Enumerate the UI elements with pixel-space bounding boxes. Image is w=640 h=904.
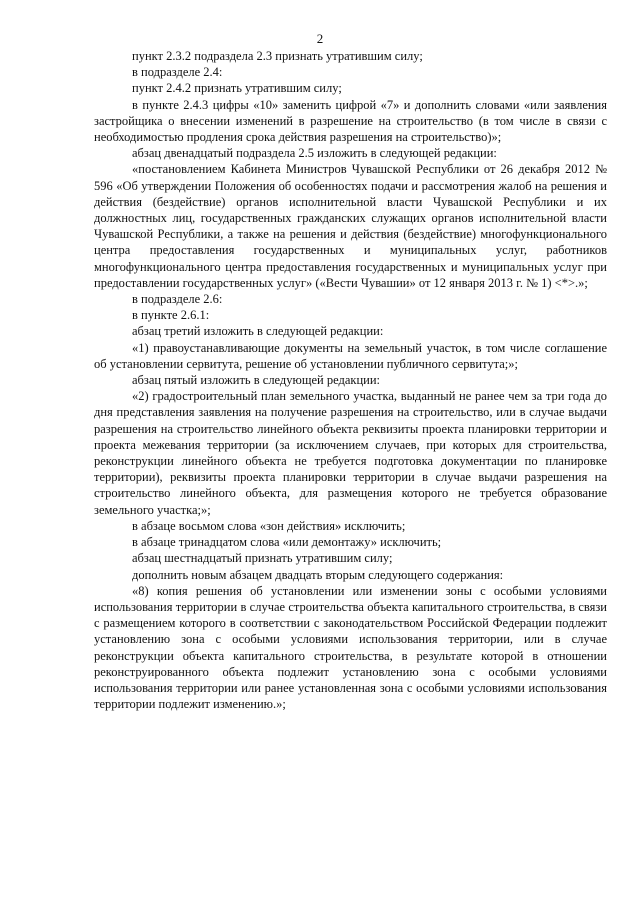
paragraph-2-4-3-amendment: в пункте 2.4.3 цифры «10» заменить цифрой «7» и дополнить словами «или заявления застройщика о внесении изменений в разрешение на строительство (в том числе в связи с необходимостью продления срока действия разрешения на строительство)»; (94, 97, 607, 145)
paragraph-2-3-2-repeal: пункт 2.3.2 подраздела 2.3 признать утратившим силу; (132, 49, 423, 63)
paragraph-third-intro: абзац третий изложить в следующей редакции: (132, 324, 384, 339)
paragraph-subsection-2-4: в подразделе 2.4: (132, 65, 223, 80)
paragraph-thirteenth-exclusion: в абзаце тринадцатом слова «или демонтажу» исключить; (132, 535, 442, 550)
paragraph-item-8-text: «8) копия решения об установлении или изменении зоны с особыми условиями использования территории в случае строительства объекта капитального строительства, в связи с размещением которого в соответствии с законодательством Российской Федерации подлежит установлению зона с особыми условиями использования территории, или в случае реконструкции объекта капитального строительства, в результате которой в отношении реконструированного объекта подлежит установлению зона с особыми условиями использования территории или ранее установленная зона с особыми условиями использования территории подлежит изменению.»; (94, 583, 607, 712)
paragraph-item-1-text: «1) правоустанавливающие документы на земельный участок, в том числе соглашение об установлении сервитута, решение об установлении публичного сервитута;»; (94, 340, 607, 371)
paragraph-2-5-new-text: «постановлением Кабинета Министров Чувашской Республики от 26 декабря 2012 № 596 «Об утверждении Положения об особенностях подачи и рассмотрения жалоб на решения и действия (бездействие) органов исполнительной власти Чувашской Республики и их должностных лиц, государственных гражданских служащих органов исполнительной власти Чувашской Республики, а также на решения и действия (бездействие) многофункционального центра предоставления государственных и муниципальных услуг, работников многофункционального центра предоставления государственных и муниципальных услуг при предоставлении государственных услуг» («Вести Чувашии» от 12 января 2013 г. № 1) <*>.»; (94, 162, 607, 290)
page-number: 2 (316, 31, 324, 46)
paragraph-twenty-second-intro: дополнить новым абзацем двадцать вторым следующего содержания: (132, 567, 504, 582)
paragraph-2-5-intro: абзац двенадцатый подраздела 2.5 изложить в следующей редакции: (132, 146, 497, 161)
paragraph-subsection-2-6: в подразделе 2.6: (132, 292, 223, 307)
paragraph-2-6-1: в пункте 2.6.1: (132, 308, 210, 323)
paragraph-2-4-2-repeal: пункт 2.4.2 признать утратившим силу; (132, 81, 342, 96)
document-body (94, 48, 607, 712)
paragraph-fifth-intro: абзац пятый изложить в следующей редакции: (132, 373, 381, 388)
paragraph-eighth-exclusion: в абзаце восьмом слова «зон действия» исключить; (132, 518, 406, 533)
paragraph-item-2-text: «2) градостроительный план земельного участка, выданный не ранее чем за три года до дня представления заявления на получение разрешения на строительство, или в случае выдачи разрешения на строительство линейного объекта реквизиты проекта планировки территории и проекта межевания территории (за исключением случаев, при которых для строительства, реконструкции линейного объекта не требуется подготовка документации по планировке территории), реквизиты проекта планировки территории в случае выдачи разрешения на строительство линейного объекта, для размещения которого не требуется образование земельного участка;»; (94, 389, 607, 517)
paragraph-sixteenth-repeal: абзац шестнадцатый признать утратившим силу; (132, 551, 393, 566)
